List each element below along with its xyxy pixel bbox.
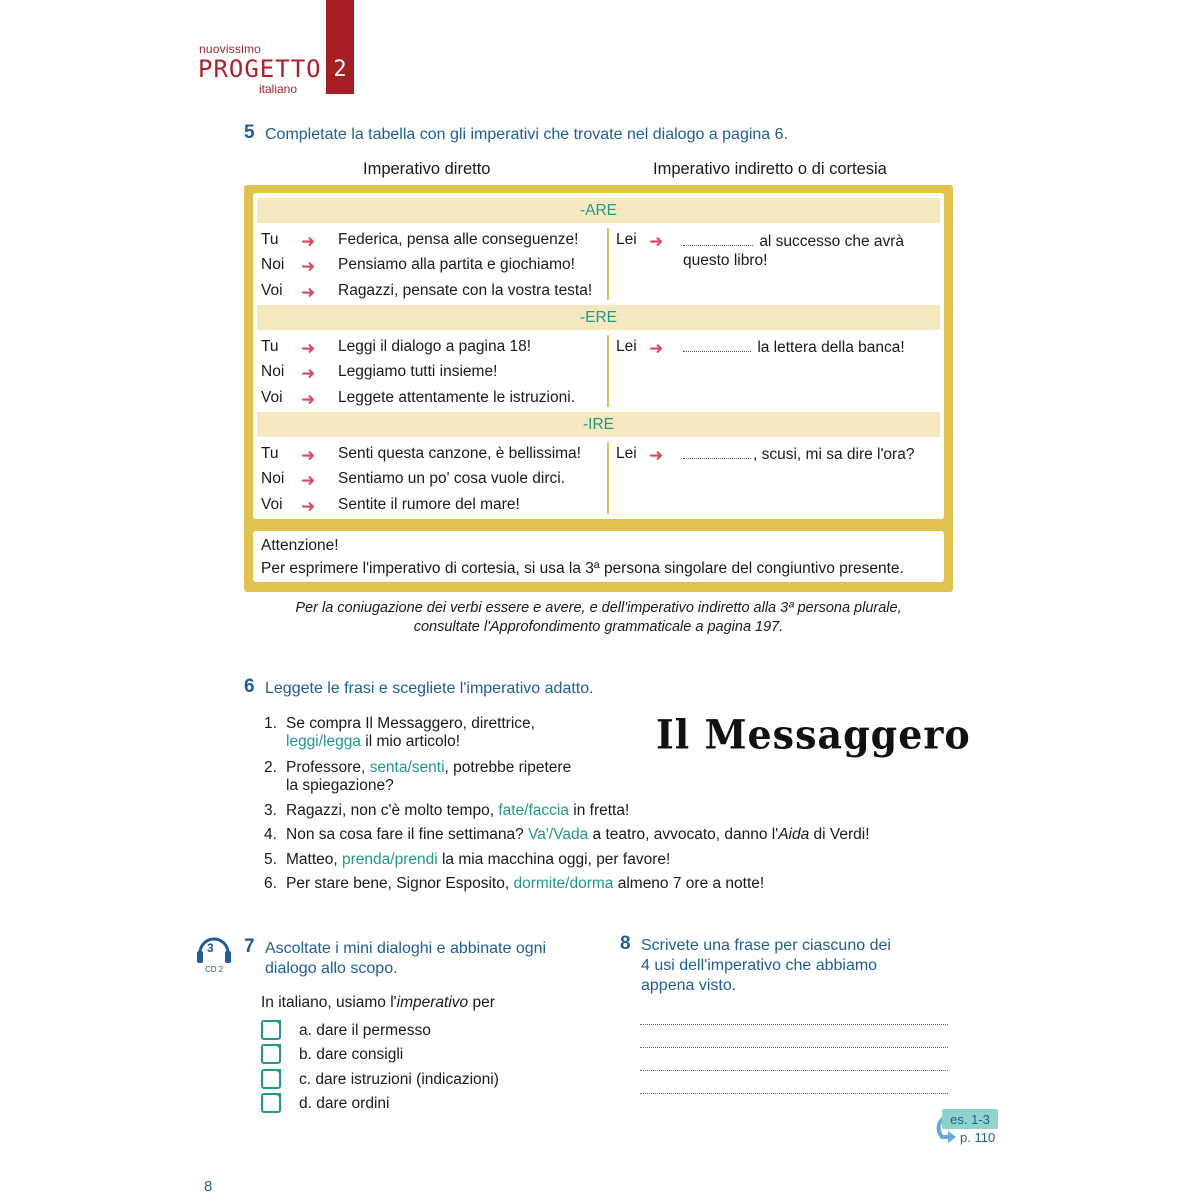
example-sentence: Leggiamo tutti insieme! [338,363,498,380]
level-tab [326,0,354,94]
example-sentence: Leggete attentamente le istruzioni. [338,389,575,406]
audio-cd-badge[interactable] [196,931,232,978]
item-text: la spiegazione? [286,777,394,794]
verb-choice[interactable]: senta/senti [369,759,445,776]
item-text: Matteo, [286,851,342,868]
brand-top: nuovissimo [199,42,262,56]
item-text: , potrebbe ripetere [444,759,572,776]
pronoun-label: Tu [261,338,279,355]
exercise-7-prompt [261,994,495,1012]
example-sentence: Sentite il rumore del mare! [338,496,520,513]
example-sentence: Sentiamo un po' cosa vuole dirci. [338,470,565,487]
arrow-right-icon: ➜ [301,339,316,358]
column-divider [607,442,609,514]
attention-title: Attenzione! [261,537,339,554]
prompt-text: per [468,994,495,1011]
arrow-right-icon: ➜ [649,232,664,251]
arrow-right-icon: ➜ [301,232,316,251]
blank-line[interactable] [683,458,751,459]
footnote-line-2: consultate l'Approfondimento grammaticale a pagina 197. [413,619,784,635]
item-text: il mio articolo! [360,733,461,750]
item-text: Professore, [286,759,370,776]
option-checkbox[interactable] [261,1044,281,1064]
item-text: la mia macchina oggi, per favore! [437,851,671,868]
option-checkbox[interactable] [261,1020,281,1040]
exercise-6-item-4 [286,826,870,844]
option-label: a. dare il permesso [299,1022,431,1039]
example-sentence: Pensiamo alla partita e giochiamo! [338,256,575,273]
item-italic: Aida [778,826,810,843]
fill-text: al successo che avrà questo libro! [683,233,905,269]
exercise-6-number: 6 [244,676,255,697]
option-label: b. dare consigli [299,1046,404,1063]
item-text: a teatro, avvocato, danno l' [588,826,779,843]
option-checkbox[interactable] [261,1093,281,1113]
exercise-8-number: 8 [620,933,631,954]
brand-title: PROGETTO [198,55,322,83]
item-number: 2. [264,759,277,776]
instruction-line: appena visto. [641,977,737,994]
exercise-6-instruction: Leggete le frasi e scegliete l'imperativo adatto. [265,680,594,697]
arrow-right-icon: ➜ [301,283,316,302]
exercise-6-item-5 [286,851,670,869]
group-band-ire [257,412,940,437]
verb-choice[interactable]: fate/faccia [498,802,569,819]
item-text: almeno 7 ore a notte! [613,875,765,892]
exercise-6-item-6 [286,875,764,893]
prompt-text: In italiano, usiamo l' [261,994,397,1011]
item-text: di Verdi! [809,826,870,843]
level-number: 2 [333,57,347,82]
verb-choice[interactable]: leggi/legga [286,733,361,750]
lei-pronoun: Lei [616,231,637,248]
verb-choice[interactable]: prenda/prendi [342,851,438,868]
pronoun-label: Noi [261,363,285,380]
instruction-line: Scrivete una frase per ciascuno dei [641,937,891,954]
exercise-8-instruction [641,936,891,996]
arrow-right-icon: ➜ [301,257,316,276]
brand-subtitle: italiano [259,82,298,96]
exercise-6-item-1 [286,715,586,751]
verb-choice[interactable]: Va'/Vada [528,826,589,843]
workbook-page-ref: p. 110 [960,1130,996,1145]
fill-in-sentence[interactable] [683,232,953,270]
column-header-direct: Imperativo diretto [363,160,491,178]
fill-text: la lettera della banca! [757,339,905,356]
item-text: in fretta! [568,802,630,819]
instruction-line: 4 usi dell'imperativo che abbiamo [641,957,878,974]
item-number: 3. [264,802,277,819]
pronoun-label: Tu [261,231,279,248]
attention-text: Per esprimere l'imperativo di cortesia, si usa la 3ª persona singolare del congiuntivo presente. [261,560,904,577]
exercise-6-item-2 [286,759,606,795]
item-text: Non sa cosa fare il fine settimana? [286,826,529,843]
option-checkbox[interactable] [261,1069,281,1089]
exercises-ref: es. 1-3 [950,1111,990,1127]
example-sentence: Federica, pensa alle conseguenze! [338,231,579,248]
group-band-ere [257,305,940,330]
blank-line[interactable] [683,351,751,352]
exercise-5-number: 5 [244,122,255,143]
writing-line[interactable] [640,1024,948,1025]
pronoun-label: Voi [261,389,283,406]
group-label: -ARE [579,201,618,219]
prompt-italic: imperativo [396,994,469,1011]
footnote-line-1: Per la coniugazione dei verbi essere e avere, e dell'imperativo indiretto alla 3ª persona plurale, [295,600,902,616]
column-divider [607,335,609,407]
newspaper-logo: Il Messaggero [656,710,971,759]
item-number: 1. [264,715,277,732]
exercise-5-instruction: Completate la tabella con gli imperativi che trovate nel dialogo a pagina 6. [265,126,788,143]
group-band-are [257,198,940,223]
fill-in-sentence[interactable] [683,445,953,464]
pronoun-label: Tu [261,445,279,462]
arrow-right-icon: ➜ [301,497,316,516]
exercise-7-number: 7 [244,936,255,957]
exercise-7-instruction [265,939,546,979]
item-number: 6. [264,875,277,892]
item-text: Ragazzi, non c'è molto tempo, [286,802,499,819]
verb-choice[interactable]: dormite/dorma [513,875,614,892]
option-label: d. dare ordini [299,1095,390,1112]
page-number: 8 [204,1178,213,1195]
arrow-right-icon: ➜ [649,446,664,465]
arrow-right-icon: ➜ [301,471,316,490]
example-sentence: Senti questa canzone, è bellissima! [338,445,581,462]
instruction-line: dialogo allo scopo. [265,960,398,977]
arrow-right-icon: ➜ [301,446,316,465]
writing-line[interactable] [640,1047,948,1048]
pronoun-label: Noi [261,470,285,487]
fill-in-sentence[interactable] [683,338,953,357]
column-divider [607,228,609,300]
fill-text: , scusi, mi sa dire l'ora? [753,446,915,463]
pronoun-label: Voi [261,496,283,513]
example-sentence: Leggi il dialogo a pagina 18! [338,338,532,355]
workbook-exercises-badge[interactable] [942,1109,998,1129]
cd-label: CD 2 [205,965,224,974]
column-header-indirect: Imperativo indiretto o di cortesia [653,160,887,178]
pronoun-label: Noi [261,256,285,273]
item-number: 5. [264,851,277,868]
instruction-line: Ascoltate i mini dialoghi e abbinate ogni [265,940,547,957]
item-text: Se compra Il Messaggero, direttrice, [286,715,535,732]
option-label: c. dare istruzioni (indicazioni) [299,1071,499,1088]
writing-line[interactable] [640,1093,948,1094]
item-number: 4. [264,826,277,843]
group-label: -ERE [579,308,618,326]
blank-line[interactable] [683,245,753,246]
pronoun-label: Voi [261,282,283,299]
writing-line[interactable] [640,1070,948,1071]
item-text: Per stare bene, Signor Esposito, [286,875,514,892]
example-sentence: Ragazzi, pensate con la vostra testa! [338,282,593,299]
group-label: -IRE [583,415,614,433]
arrow-right-icon: ➜ [301,364,316,383]
lei-pronoun: Lei [616,338,637,355]
exercise-6-item-3 [286,802,629,820]
arrow-right-icon: ➜ [301,390,316,409]
lei-pronoun: Lei [616,445,637,462]
arrow-right-icon: ➜ [649,339,664,358]
track-number: 3 [207,941,214,955]
grammar-footnote [244,599,953,637]
